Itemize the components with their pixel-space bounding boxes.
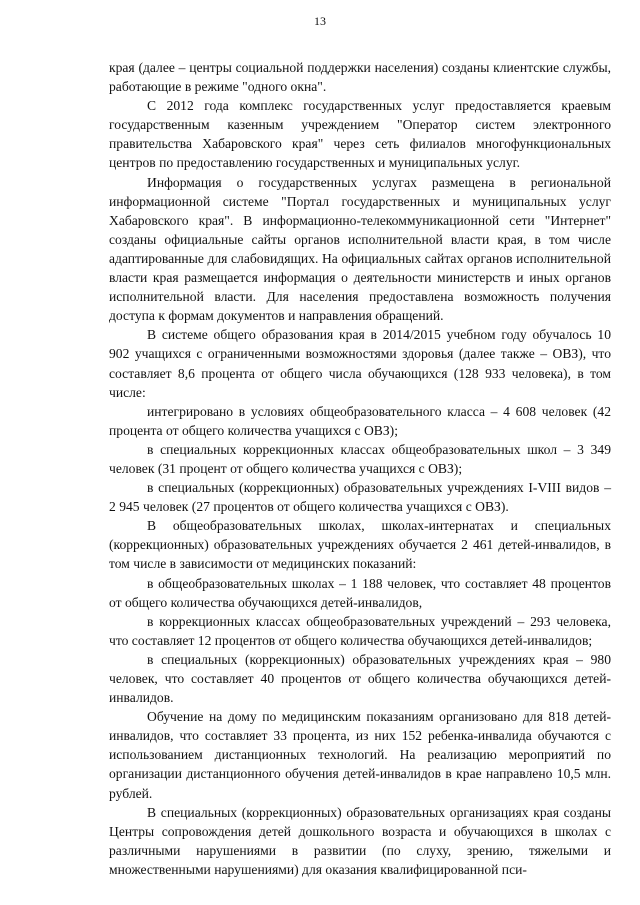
- page-number: 13: [314, 14, 326, 28]
- paragraph: в общеобразовательных школах – 1 188 человек, что составляет 48 процентов от общего количества обучающихся детей-инвалидов,: [109, 575, 611, 610]
- paragraph: В специальных (коррекционных) образовательных организациях края созданы Центры сопровождения детей дошкольного возраста и обучающихся в школах с различными нарушениями в развитии (по слуху, зрению, тяжелыми и множественными нарушениями) для оказания квалифицированной пси-: [109, 804, 611, 877]
- paragraph: Информация о государственных услугах размещена в региональной информационной системе "Портал государственных и муниципальных услуг Хабаровского края". В информационно-телекоммуникационной сети "Интернет" созданы официальные сайты органов исполнительной власти края, в том числе адаптированные для слабовидящих. На официальных сайтах органов исполнительной власти края размещается информация о деятельности министерств и иных органов исполнительной власти. Для населения предоставлена возможность получения доступа к формам документов и направления обращений.: [109, 174, 611, 324]
- paragraph: В системе общего образования края в 2014/2015 учебном году обучалось 10 902 учащихся с ограниченными возможностями здоровья (далее также – ОВЗ), что составляет 8,6 процента от общего числа обучающихся (128 933 человека), в том числе:: [109, 327, 611, 400]
- paragraph: В общеобразовательных школах, школах-интернатах и специальных (коррекционных) образовательных учреждениях обучается 2 461 детей-инвалидов, в том числе в зависимости от медицинских показаний:: [109, 518, 611, 572]
- paragraph: в специальных коррекционных классах общеобразовательных школ – 3 349 человек (31 процент от общего количества учащихся с ОВЗ);: [109, 441, 611, 476]
- paragraph: в коррекционных классах общеобразовательных учреждений – 293 человека, что составляет 12 процентов от общего количества обучающихся детей-инвалидов;: [109, 613, 611, 648]
- paragraph: интегрировано в условиях общеобразовательного класса – 4 608 человек (42 процента от общего количества учащихся с ОВЗ);: [109, 403, 611, 438]
- paragraph: Обучение на дому по медицинским показаниям организовано для 818 детей-инвалидов, что составляет 33 процента, из них 152 ребенка-инвалида обучаются с использованием дистанционных технологий. На реализацию мероприятий по организации дистанционного обучения детей-инвалидов в крае направлено 10,5 млн. рублей.: [109, 709, 611, 801]
- document-body: [109, 58, 611, 879]
- paragraph: в специальных (коррекционных) образовательных учреждениях края – 980 человек, что составляет 40 процентов от общего количества обучающихся детей-инвалидов.: [109, 651, 611, 706]
- paragraph: края (далее – центры социальной поддержки населения) созданы клиентские службы, работающие в режиме "одного окна".: [109, 60, 611, 95]
- paragraph: С 2012 года комплекс государственных услуг предоставляется краевым государственным казенным учреждением "Оператор систем электронного правительства Хабаровского края" через сеть филиалов многофункциональных центров по предоставлению государственных и муниципальных услуг.: [109, 98, 611, 171]
- paragraph: в специальных (коррекционных) образовательных учреждениях I-VIII видов – 2 945 человек (27 процентов от общего количества учащихся с ОВЗ).: [109, 480, 611, 515]
